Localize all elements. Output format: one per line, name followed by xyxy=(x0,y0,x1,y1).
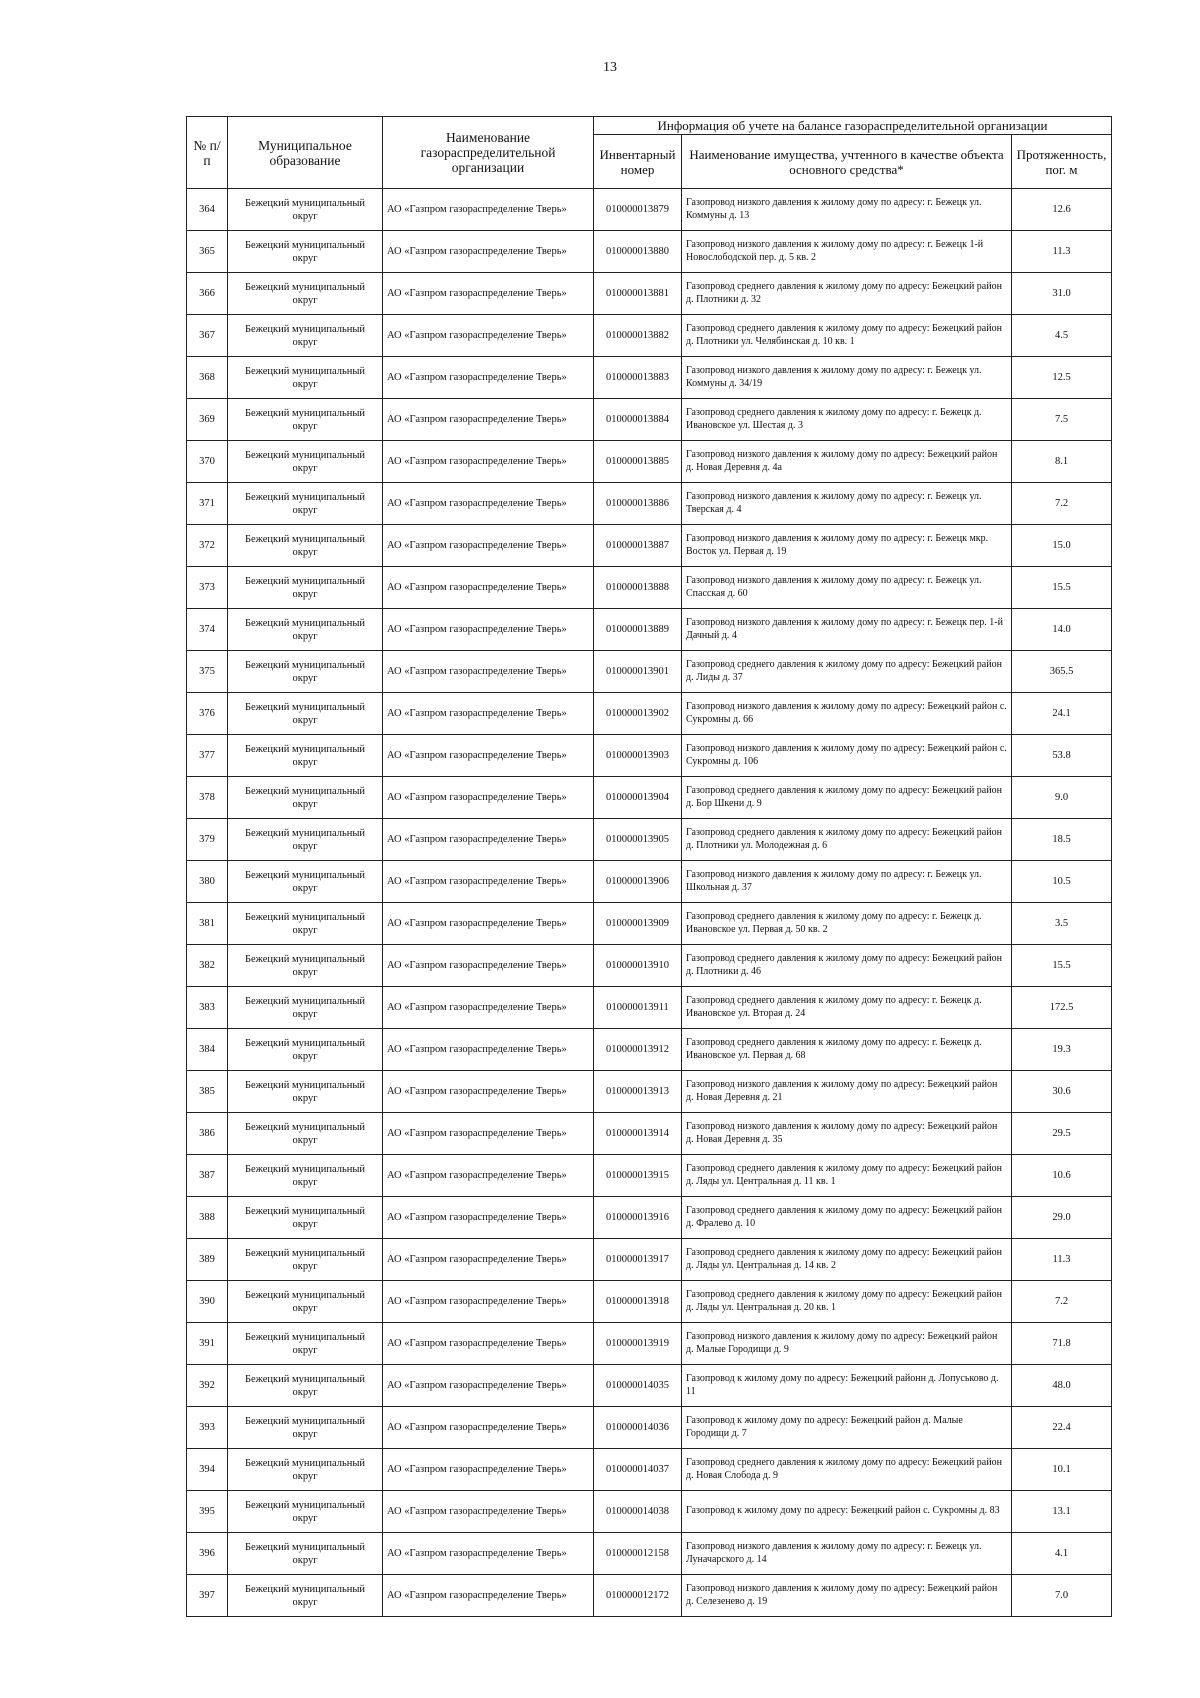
cell-inventory-number: 010000013911 xyxy=(594,987,682,1029)
cell-num: 368 xyxy=(187,357,228,399)
cell-inventory-number: 010000013889 xyxy=(594,609,682,651)
cell-num: 385 xyxy=(187,1071,228,1113)
cell-municipality: Бежецкий муниципальный округ xyxy=(228,1029,383,1071)
table-row xyxy=(187,819,1112,861)
cell-num: 389 xyxy=(187,1239,228,1281)
cell-num: 365 xyxy=(187,231,228,273)
cell-municipality: Бежецкий муниципальный округ xyxy=(228,945,383,987)
cell-municipality: Бежецкий муниципальный округ xyxy=(228,231,383,273)
table-row xyxy=(187,1365,1112,1407)
cell-inventory-number: 010000013910 xyxy=(594,945,682,987)
cell-organization: АО «Газпром газораспределение Тверь» xyxy=(383,609,594,651)
cell-property-name: Газопровод к жилому дому по адресу: Бежецкий район д. Малые Городищи д. 7 xyxy=(682,1407,1012,1449)
table-row xyxy=(187,525,1112,567)
cell-municipality: Бежецкий муниципальный округ xyxy=(228,1197,383,1239)
cell-property-name: Газопровод низкого давления к жилому дому по адресу: г. Бежецк мкр. Восток ул. Первая д. 19 xyxy=(682,525,1012,567)
table-body xyxy=(187,189,1112,1617)
cell-num: 397 xyxy=(187,1575,228,1617)
table-row xyxy=(187,483,1112,525)
cell-length: 19.3 xyxy=(1012,1029,1112,1071)
cell-organization: АО «Газпром газораспределение Тверь» xyxy=(383,441,594,483)
table-row xyxy=(187,1155,1112,1197)
cell-organization: АО «Газпром газораспределение Тверь» xyxy=(383,315,594,357)
cell-property-name: Газопровод низкого давления к жилому дому по адресу: Бежецкий район д. Новая Деревня д. 35 xyxy=(682,1113,1012,1155)
cell-inventory-number: 010000013913 xyxy=(594,1071,682,1113)
cell-inventory-number: 010000013909 xyxy=(594,903,682,945)
cell-property-name: Газопровод среднего давления к жилому дому по адресу: г. Бежецк д. Ивановское ул. Шестая д. 3 xyxy=(682,399,1012,441)
cell-inventory-number: 010000014035 xyxy=(594,1365,682,1407)
header-municipality: Муниципальное образование xyxy=(228,117,383,189)
cell-length: 9.0 xyxy=(1012,777,1112,819)
cell-length: 48.0 xyxy=(1012,1365,1112,1407)
header-inventory: Инвентарный номер xyxy=(594,135,682,189)
cell-num: 387 xyxy=(187,1155,228,1197)
cell-organization: АО «Газпром газораспределение Тверь» xyxy=(383,987,594,1029)
cell-property-name: Газопровод низкого давления к жилому дому по адресу: г. Бежецк ул. Спасская д. 60 xyxy=(682,567,1012,609)
table-row xyxy=(187,1071,1112,1113)
cell-municipality: Бежецкий муниципальный округ xyxy=(228,1239,383,1281)
table-row xyxy=(187,1449,1112,1491)
table-row xyxy=(187,273,1112,315)
cell-property-name: Газопровод низкого давления к жилому дому по адресу: Бежецкий район д. Малые Городищи д. 9 xyxy=(682,1323,1012,1365)
cell-inventory-number: 010000013915 xyxy=(594,1155,682,1197)
cell-organization: АО «Газпром газораспределение Тверь» xyxy=(383,1365,594,1407)
cell-length: 29.0 xyxy=(1012,1197,1112,1239)
cell-length: 7.0 xyxy=(1012,1575,1112,1617)
cell-inventory-number: 010000012172 xyxy=(594,1575,682,1617)
cell-num: 395 xyxy=(187,1491,228,1533)
table-row xyxy=(187,945,1112,987)
cell-organization: АО «Газпром газораспределение Тверь» xyxy=(383,945,594,987)
table-row xyxy=(187,777,1112,819)
cell-num: 375 xyxy=(187,651,228,693)
cell-num: 366 xyxy=(187,273,228,315)
cell-num: 379 xyxy=(187,819,228,861)
cell-organization: АО «Газпром газораспределение Тверь» xyxy=(383,567,594,609)
cell-property-name: Газопровод среднего давления к жилому дому по адресу: Бежецкий район д. Плотники д. 32 xyxy=(682,273,1012,315)
cell-length: 71.8 xyxy=(1012,1323,1112,1365)
cell-municipality: Бежецкий муниципальный округ xyxy=(228,1449,383,1491)
cell-municipality: Бежецкий муниципальный округ xyxy=(228,1113,383,1155)
cell-property-name: Газопровод среднего давления к жилому дому по адресу: Бежецкий район д. Бор Шкени д. 9 xyxy=(682,777,1012,819)
cell-municipality: Бежецкий муниципальный округ xyxy=(228,1407,383,1449)
cell-property-name: Газопровод к жилому дому по адресу: Бежецкий районн д. Лопуськово д. 11 xyxy=(682,1365,1012,1407)
cell-municipality: Бежецкий муниципальный округ xyxy=(228,1365,383,1407)
cell-inventory-number: 010000013918 xyxy=(594,1281,682,1323)
cell-municipality: Бежецкий муниципальный округ xyxy=(228,189,383,231)
cell-length: 7.2 xyxy=(1012,483,1112,525)
table-row xyxy=(187,189,1112,231)
table-row xyxy=(187,1239,1112,1281)
cell-inventory-number: 010000013902 xyxy=(594,693,682,735)
cell-inventory-number: 010000014037 xyxy=(594,1449,682,1491)
cell-length: 24.1 xyxy=(1012,693,1112,735)
cell-property-name: Газопровод низкого давления к жилому дому по адресу: г. Бежецк ул. Луначарского д. 14 xyxy=(682,1533,1012,1575)
cell-municipality: Бежецкий муниципальный округ xyxy=(228,483,383,525)
cell-num: 377 xyxy=(187,735,228,777)
cell-organization: АО «Газпром газораспределение Тверь» xyxy=(383,777,594,819)
table-row xyxy=(187,735,1112,777)
cell-length: 11.3 xyxy=(1012,231,1112,273)
cell-property-name: Газопровод низкого давления к жилому дому по адресу: Бежецкий район д. Новая Деревня д. 21 xyxy=(682,1071,1012,1113)
cell-property-name: Газопровод низкого давления к жилому дому по адресу: г. Бежецк ул. Коммуны д. 13 xyxy=(682,189,1012,231)
cell-organization: АО «Газпром газораспределение Тверь» xyxy=(383,861,594,903)
cell-num: 382 xyxy=(187,945,228,987)
cell-property-name: Газопровод среднего давления к жилому дому по адресу: г. Бежецк д. Ивановское ул. Первая д. 68 xyxy=(682,1029,1012,1071)
cell-inventory-number: 010000013879 xyxy=(594,189,682,231)
cell-length: 4.5 xyxy=(1012,315,1112,357)
cell-inventory-number: 010000013903 xyxy=(594,735,682,777)
cell-length: 10.6 xyxy=(1012,1155,1112,1197)
cell-num: 390 xyxy=(187,1281,228,1323)
cell-organization: АО «Газпром газораспределение Тверь» xyxy=(383,1281,594,1323)
cell-num: 374 xyxy=(187,609,228,651)
header-length: Протяженность, пог. м xyxy=(1012,135,1112,189)
cell-inventory-number: 010000013919 xyxy=(594,1323,682,1365)
cell-num: 371 xyxy=(187,483,228,525)
cell-inventory-number: 010000013888 xyxy=(594,567,682,609)
cell-organization: АО «Газпром газораспределение Тверь» xyxy=(383,1449,594,1491)
cell-property-name: Газопровод низкого давления к жилому дому по адресу: Бежецкий район д. Новая Деревня д. 4а xyxy=(682,441,1012,483)
cell-length: 10.1 xyxy=(1012,1449,1112,1491)
cell-organization: АО «Газпром газораспределение Тверь» xyxy=(383,1155,594,1197)
cell-inventory-number: 010000014036 xyxy=(594,1407,682,1449)
page-number: 13 xyxy=(603,60,617,75)
cell-inventory-number: 010000013914 xyxy=(594,1113,682,1155)
cell-length: 14.0 xyxy=(1012,609,1112,651)
cell-organization: АО «Газпром газораспределение Тверь» xyxy=(383,483,594,525)
cell-num: 386 xyxy=(187,1113,228,1155)
table-row xyxy=(187,987,1112,1029)
cell-length: 15.5 xyxy=(1012,567,1112,609)
cell-property-name: Газопровод низкого давления к жилому дому по адресу: г. Бежецк ул. Тверская д. 4 xyxy=(682,483,1012,525)
cell-municipality: Бежецкий муниципальный округ xyxy=(228,987,383,1029)
cell-municipality: Бежецкий муниципальный округ xyxy=(228,819,383,861)
cell-property-name: Газопровод среднего давления к жилому дому по адресу: Бежецкий район д. Плотники д. 46 xyxy=(682,945,1012,987)
cell-length: 15.5 xyxy=(1012,945,1112,987)
cell-organization: АО «Газпром газораспределение Тверь» xyxy=(383,1407,594,1449)
cell-inventory-number: 010000013883 xyxy=(594,357,682,399)
header-organization: Наименование газораспределительной организации xyxy=(383,117,594,189)
cell-inventory-number: 010000013885 xyxy=(594,441,682,483)
table-row xyxy=(187,567,1112,609)
cell-inventory-number: 010000013904 xyxy=(594,777,682,819)
cell-organization: АО «Газпром газораспределение Тверь» xyxy=(383,651,594,693)
cell-organization: АО «Газпром газораспределение Тверь» xyxy=(383,1239,594,1281)
cell-num: 367 xyxy=(187,315,228,357)
table-row xyxy=(187,231,1112,273)
cell-inventory-number: 010000013917 xyxy=(594,1239,682,1281)
cell-length: 13.1 xyxy=(1012,1491,1112,1533)
cell-organization: АО «Газпром газораспределение Тверь» xyxy=(383,1113,594,1155)
table-row xyxy=(187,1533,1112,1575)
cell-num: 388 xyxy=(187,1197,228,1239)
cell-municipality: Бежецкий муниципальный округ xyxy=(228,651,383,693)
cell-num: 381 xyxy=(187,903,228,945)
cell-inventory-number: 010000013901 xyxy=(594,651,682,693)
cell-property-name: Газопровод среднего давления к жилому дому по адресу: г. Бежецк д. Ивановское ул. Вторая д. 24 xyxy=(682,987,1012,1029)
cell-inventory-number: 010000014038 xyxy=(594,1491,682,1533)
cell-inventory-number: 010000013882 xyxy=(594,315,682,357)
table-row xyxy=(187,1323,1112,1365)
table-row xyxy=(187,1197,1112,1239)
cell-num: 394 xyxy=(187,1449,228,1491)
cell-property-name: Газопровод низкого давления к жилому дому по адресу: г. Бежецк пер. 1-й Дачный д. 4 xyxy=(682,609,1012,651)
cell-municipality: Бежецкий муниципальный округ xyxy=(228,441,383,483)
cell-inventory-number: 010000013916 xyxy=(594,1197,682,1239)
cell-num: 369 xyxy=(187,399,228,441)
cell-inventory-number: 010000013906 xyxy=(594,861,682,903)
cell-municipality: Бежецкий муниципальный округ xyxy=(228,1323,383,1365)
table-row xyxy=(187,609,1112,651)
cell-municipality: Бежецкий муниципальный округ xyxy=(228,1155,383,1197)
cell-municipality: Бежецкий муниципальный округ xyxy=(228,609,383,651)
cell-property-name: Газопровод среднего давления к жилому дому по адресу: Бежецкий район д. Лиды д. 37 xyxy=(682,651,1012,693)
cell-inventory-number: 010000013887 xyxy=(594,525,682,567)
cell-municipality: Бежецкий муниципальный округ xyxy=(228,861,383,903)
cell-length: 4.1 xyxy=(1012,1533,1112,1575)
cell-organization: АО «Газпром газораспределение Тверь» xyxy=(383,903,594,945)
cell-property-name: Газопровод низкого давления к жилому дому по адресу: Бежецкий район д. Селезенево д. 19 xyxy=(682,1575,1012,1617)
table-row xyxy=(187,1113,1112,1155)
table-row xyxy=(187,1029,1112,1071)
cell-num: 372 xyxy=(187,525,228,567)
cell-length: 11.3 xyxy=(1012,1239,1112,1281)
cell-municipality: Бежецкий муниципальный округ xyxy=(228,1071,383,1113)
cell-length: 15.0 xyxy=(1012,525,1112,567)
cell-property-name: Газопровод среднего давления к жилому дому по адресу: Бежецкий район д. Плотники ул. Челябинская д. 10 кв. 1 xyxy=(682,315,1012,357)
cell-organization: АО «Газпром газораспределение Тверь» xyxy=(383,525,594,567)
table-row xyxy=(187,315,1112,357)
cell-property-name: Газопровод к жилому дому по адресу: Бежецкий район с. Сукромны д. 83 xyxy=(682,1491,1012,1533)
table-row xyxy=(187,861,1112,903)
table-row xyxy=(187,1575,1112,1617)
cell-municipality: Бежецкий муниципальный округ xyxy=(228,693,383,735)
cell-inventory-number: 010000013880 xyxy=(594,231,682,273)
cell-length: 7.5 xyxy=(1012,399,1112,441)
cell-organization: АО «Газпром газораспределение Тверь» xyxy=(383,273,594,315)
cell-property-name: Газопровод среднего давления к жилому дому по адресу: Бежецкий район д. Новая Слобода д. 9 xyxy=(682,1449,1012,1491)
cell-inventory-number: 010000013881 xyxy=(594,273,682,315)
cell-num: 380 xyxy=(187,861,228,903)
table-row xyxy=(187,1281,1112,1323)
cell-length: 365.5 xyxy=(1012,651,1112,693)
cell-organization: АО «Газпром газораспределение Тверь» xyxy=(383,1533,594,1575)
cell-municipality: Бежецкий муниципальный округ xyxy=(228,399,383,441)
cell-length: 29.5 xyxy=(1012,1113,1112,1155)
cell-num: 370 xyxy=(187,441,228,483)
cell-property-name: Газопровод среднего давления к жилому дому по адресу: Бежецкий район д. Ляды ул. Центральная д. 14 кв. 2 xyxy=(682,1239,1012,1281)
table-row xyxy=(187,399,1112,441)
cell-organization: АО «Газпром газораспределение Тверь» xyxy=(383,1491,594,1533)
cell-organization: АО «Газпром газораспределение Тверь» xyxy=(383,1029,594,1071)
cell-inventory-number: 010000013884 xyxy=(594,399,682,441)
cell-municipality: Бежецкий муниципальный округ xyxy=(228,315,383,357)
header-num: № п/п xyxy=(187,117,228,189)
table-row xyxy=(187,441,1112,483)
cell-organization: АО «Газпром газораспределение Тверь» xyxy=(383,1323,594,1365)
cell-num: 364 xyxy=(187,189,228,231)
header-property: Наименование имущества, учтенного в качестве объекта основного средства* xyxy=(682,135,1012,189)
cell-length: 10.5 xyxy=(1012,861,1112,903)
cell-property-name: Газопровод низкого давления к жилому дому по адресу: г. Бежецк ул. Коммуны д. 34/19 xyxy=(682,357,1012,399)
cell-municipality: Бежецкий муниципальный округ xyxy=(228,1281,383,1323)
cell-length: 31.0 xyxy=(1012,273,1112,315)
cell-length: 12.5 xyxy=(1012,357,1112,399)
cell-length: 30.6 xyxy=(1012,1071,1112,1113)
cell-length: 12.6 xyxy=(1012,189,1112,231)
cell-inventory-number: 010000013886 xyxy=(594,483,682,525)
cell-organization: АО «Газпром газораспределение Тверь» xyxy=(383,1197,594,1239)
cell-num: 396 xyxy=(187,1533,228,1575)
cell-length: 7.2 xyxy=(1012,1281,1112,1323)
cell-municipality: Бежецкий муниципальный округ xyxy=(228,357,383,399)
cell-organization: АО «Газпром газораспределение Тверь» xyxy=(383,189,594,231)
cell-num: 378 xyxy=(187,777,228,819)
cell-length: 22.4 xyxy=(1012,1407,1112,1449)
cell-num: 393 xyxy=(187,1407,228,1449)
asset-table xyxy=(186,116,1112,1617)
table-row xyxy=(187,1407,1112,1449)
table-row xyxy=(187,693,1112,735)
cell-organization: АО «Газпром газораспределение Тверь» xyxy=(383,1071,594,1113)
cell-municipality: Бежецкий муниципальный округ xyxy=(228,567,383,609)
table-row xyxy=(187,903,1112,945)
cell-length: 3.5 xyxy=(1012,903,1112,945)
cell-property-name: Газопровод низкого давления к жилому дому по адресу: г. Бежецк ул. Школьная д. 37 xyxy=(682,861,1012,903)
cell-organization: АО «Газпром газораспределение Тверь» xyxy=(383,399,594,441)
cell-num: 376 xyxy=(187,693,228,735)
cell-municipality: Бежецкий муниципальный округ xyxy=(228,1491,383,1533)
cell-property-name: Газопровод среднего давления к жилому дому по адресу: Бежецкий район д. Ляды ул. Центральная д. 11 кв. 1 xyxy=(682,1155,1012,1197)
table-row xyxy=(187,1491,1112,1533)
cell-municipality: Бежецкий муниципальный округ xyxy=(228,525,383,567)
cell-municipality: Бежецкий муниципальный округ xyxy=(228,1575,383,1617)
cell-municipality: Бежецкий муниципальный округ xyxy=(228,1533,383,1575)
cell-municipality: Бежецкий муниципальный округ xyxy=(228,777,383,819)
cell-organization: АО «Газпром газораспределение Тверь» xyxy=(383,819,594,861)
cell-num: 392 xyxy=(187,1365,228,1407)
cell-municipality: Бежецкий муниципальный округ xyxy=(228,273,383,315)
cell-length: 53.8 xyxy=(1012,735,1112,777)
cell-organization: АО «Газпром газораспределение Тверь» xyxy=(383,693,594,735)
cell-municipality: Бежецкий муниципальный округ xyxy=(228,903,383,945)
cell-length: 172.5 xyxy=(1012,987,1112,1029)
table-row xyxy=(187,651,1112,693)
cell-organization: АО «Газпром газораспределение Тверь» xyxy=(383,231,594,273)
table-header xyxy=(187,117,1112,189)
cell-property-name: Газопровод низкого давления к жилому дому по адресу: г. Бежецк 1-й Новослободской пер. д. 5 кв. 2 xyxy=(682,231,1012,273)
cell-property-name: Газопровод низкого давления к жилому дому по адресу: Бежецкий район с. Сукромны д. 66 xyxy=(682,693,1012,735)
cell-inventory-number: 010000013905 xyxy=(594,819,682,861)
cell-property-name: Газопровод среднего давления к жилому дому по адресу: Бежецкий район д. Плотники ул. Молодежная д. 6 xyxy=(682,819,1012,861)
cell-inventory-number: 010000013912 xyxy=(594,1029,682,1071)
cell-num: 384 xyxy=(187,1029,228,1071)
cell-organization: АО «Газпром газораспределение Тверь» xyxy=(383,735,594,777)
cell-property-name: Газопровод среднего давления к жилому дому по адресу: Бежецкий район д. Ляды ул. Центральная д. 20 кв. 1 xyxy=(682,1281,1012,1323)
header-balance-group: Информация об учете на балансе газораспределительной организации xyxy=(594,117,1112,135)
cell-num: 383 xyxy=(187,987,228,1029)
cell-property-name: Газопровод среднего давления к жилому дому по адресу: Бежецкий район д. Фралево д. 10 xyxy=(682,1197,1012,1239)
cell-municipality: Бежецкий муниципальный округ xyxy=(228,735,383,777)
cell-num: 373 xyxy=(187,567,228,609)
cell-length: 8.1 xyxy=(1012,441,1112,483)
table-row xyxy=(187,357,1112,399)
cell-num: 391 xyxy=(187,1323,228,1365)
cell-property-name: Газопровод среднего давления к жилому дому по адресу: г. Бежецк д. Ивановское ул. Первая д. 50 кв. 2 xyxy=(682,903,1012,945)
cell-organization: АО «Газпром газораспределение Тверь» xyxy=(383,1575,594,1617)
cell-inventory-number: 010000012158 xyxy=(594,1533,682,1575)
cell-organization: АО «Газпром газораспределение Тверь» xyxy=(383,357,594,399)
cell-property-name: Газопровод низкого давления к жилому дому по адресу: Бежецкий район с. Сукромны д. 106 xyxy=(682,735,1012,777)
cell-length: 18.5 xyxy=(1012,819,1112,861)
